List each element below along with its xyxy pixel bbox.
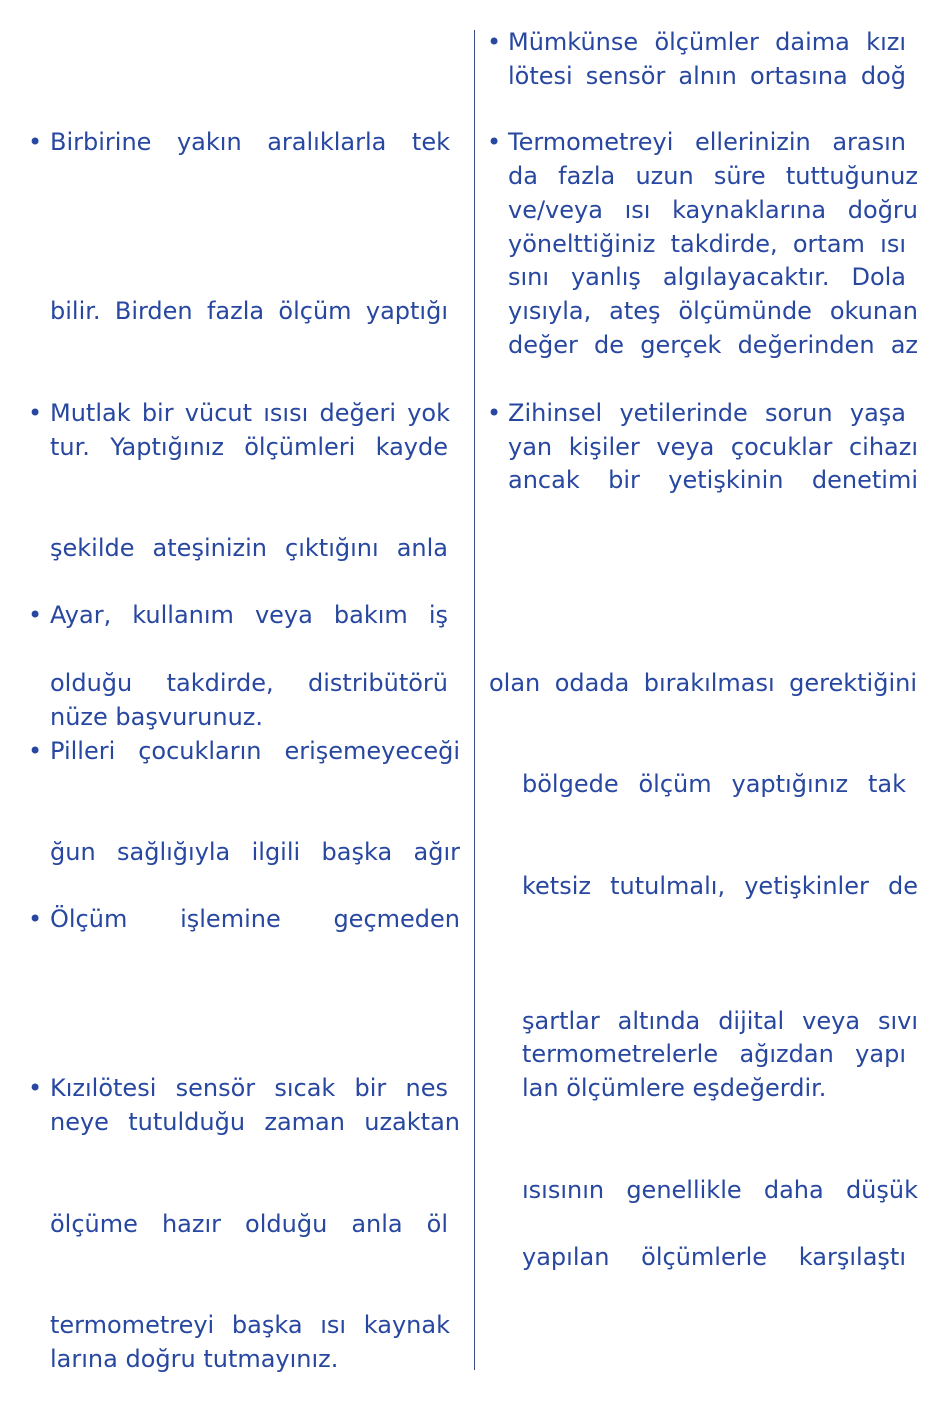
text-line: şartlar altında dijital veya sıvı	[522, 1007, 918, 1035]
text-line: Ölçüm işlemine geçmeden	[50, 905, 460, 933]
text-line: Mümkünse ölçümler daima kızı	[508, 28, 906, 56]
text-line: Pilleri çocukların erişemeyeceği	[50, 737, 460, 765]
text-line: Zihinsel yetilerinde sorun yaşa	[508, 399, 906, 427]
bullet-icon: •	[487, 128, 502, 156]
text-line: olduğu takdirde, distribütörü	[50, 669, 448, 697]
bullet-icon: •	[28, 128, 43, 156]
bullet-icon: •	[487, 399, 502, 427]
text-line: lan ölçümlere eşdeğerdir.	[522, 1074, 827, 1102]
column-divider	[474, 30, 475, 1370]
text-line: yapılan ölçümlerle karşılaştı	[522, 1243, 906, 1271]
text-line: Mutlak bir vücut ısısı değeri yok	[50, 399, 450, 427]
text-line: ve/veya ısı kaynaklarına doğru	[508, 196, 918, 224]
bullet-icon: •	[28, 905, 43, 933]
text-line: termometreyi başka ısı kaynak	[50, 1311, 450, 1339]
text-line: da fazla uzun süre tuttuğunuz	[508, 162, 918, 190]
text-line: yısıyla, ateş ölçümünde okunan	[508, 297, 918, 325]
bullet-icon: •	[28, 1074, 43, 1102]
text-line: ölçüme hazır olduğu anla öl	[50, 1210, 448, 1238]
text-line: ısısının genellikle daha düşük	[522, 1176, 918, 1204]
text-line: yan kişiler veya çocuklar cihazı	[508, 433, 918, 461]
text-line: neye tutulduğu zaman uzaktan	[50, 1108, 460, 1136]
text-line: yönelttiğiniz takdirde, ortam ısı	[508, 230, 906, 258]
text-line: ğun sağlığıyla ilgili başka ağır	[50, 838, 460, 866]
bullet-icon: •	[487, 28, 502, 56]
text-line: ketsiz tutulmalı, yetişkinler de	[522, 872, 918, 900]
text-line: termometrelerle ağızdan yapı	[522, 1040, 906, 1068]
bullet-icon: •	[28, 399, 43, 427]
text-line: lötesi sensör alnın ortasına doğ	[508, 62, 906, 90]
text-line: nüze başvurunuz.	[50, 703, 263, 731]
text-line: Termometreyi ellerinizin arasın	[508, 128, 906, 156]
text-line: sını yanlış algılayacaktır. Dola	[508, 263, 906, 291]
text-line: bölgede ölçüm yaptığınız tak	[522, 770, 906, 798]
text-line: tur. Yaptığınız ölçümleri kayde	[50, 433, 448, 461]
text-line: bilir. Birden fazla ölçüm yaptığı	[50, 297, 448, 325]
bullet-icon: •	[28, 737, 43, 765]
text-line: olan odada bırakılması gerektiğini	[489, 669, 917, 697]
text-line: larına doğru tutmayınız.	[50, 1345, 339, 1373]
text-line: Birbirine yakın aralıklarla tek	[50, 128, 450, 156]
bullet-icon: •	[28, 601, 43, 629]
text-line: Kızılötesi sensör sıcak bir nes	[50, 1074, 448, 1102]
text-line: ancak bir yetişkinin denetimi	[508, 466, 918, 494]
text-line: Ayar, kullanım veya bakım iş	[50, 601, 448, 629]
text-line: değer de gerçek değerinden az	[508, 331, 918, 359]
text-line: şekilde ateşinizin çıktığını anla	[50, 534, 448, 562]
